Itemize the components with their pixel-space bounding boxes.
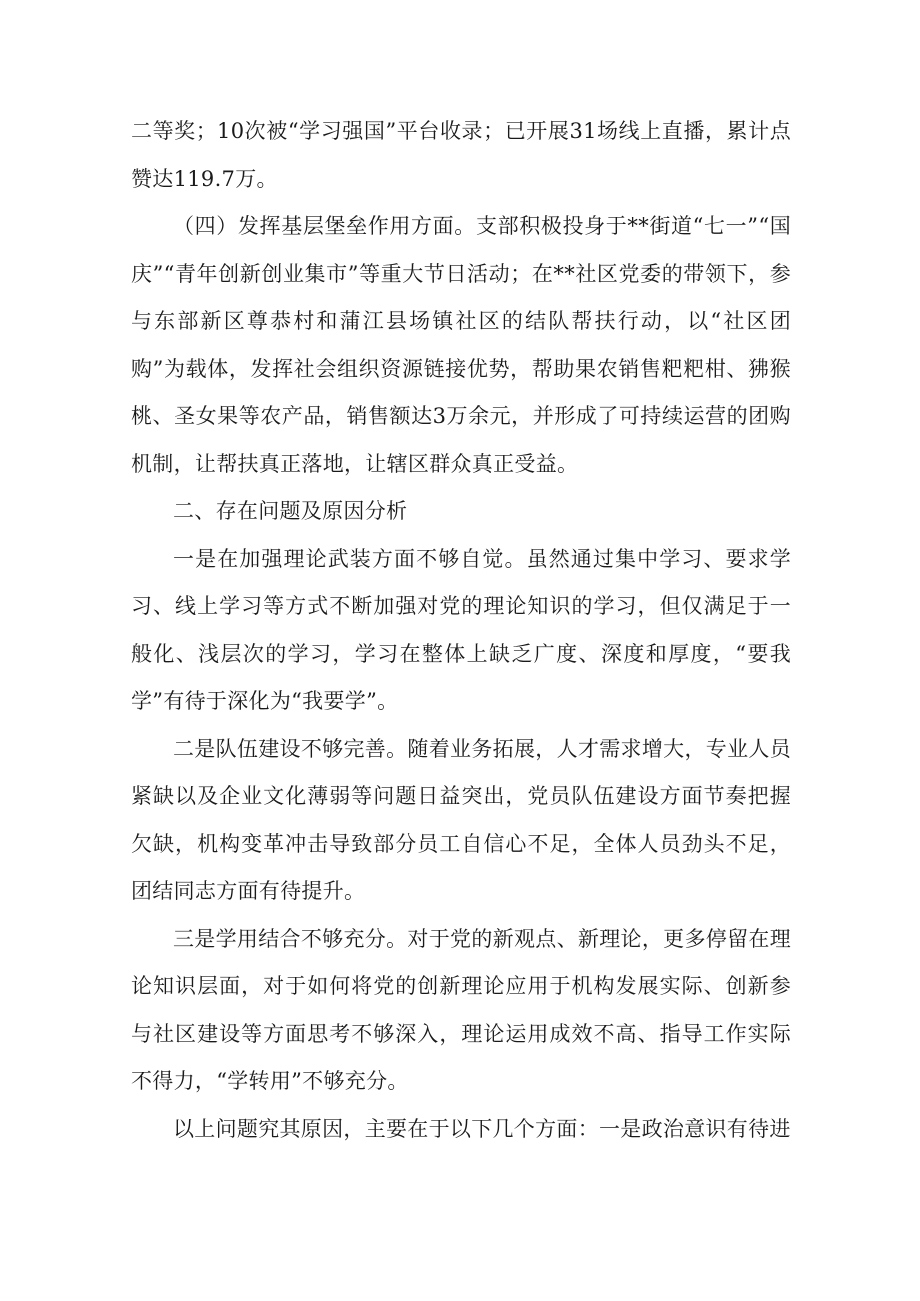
paragraph-problem-application: 三是学用结合不够充分。对于党的新观点、新理论，更多停留在理论知识层面，对于如何将党的创新理论应用于机构发展实际、创新参与社区建设等方面思考不够深入，理论运用成效不高、指导工作实际不得力，“学转用”不够充分。	[131, 926, 791, 1093]
paragraph-continuation: 二等奖；10次被“学习强国”平台收录；已开展31场线上直播，累计点赞达119.7万。	[131, 119, 791, 191]
document-body	[131, 108, 791, 1153]
paragraph-causes: 以上问题究其原因，主要在于以下几个方面：一是政治意识有待进	[173, 1116, 791, 1141]
paragraph-problem-team: 二是队伍建设不够完善。随着业务拓展，人才需求增大，专业人员紧缺以及企业文化薄弱等问题日益突出，党员队伍建设方面节奏把握欠缺，机构变革冲击导致部分员工自信心不足，全体人员劲头不足，团结同志方面有待提升。	[131, 736, 791, 903]
paragraph-grassroots-role: （四）发挥基层堡垒作用方面。支部积极投身于**街道“七一”“国庆”“青年创新创业集市”等重大节日活动；在**社区党委的带领下，参与东部新区尊恭村和蒲江县场镇社区的结队帮扶行动，以“社区团购”为载体，发挥社会组织资源链接优势，帮助果农销售粑粑柑、狒猴桃、圣女果等农产品，销售额达3万余元，并形成了可持续运营的团购机制，让帮扶真正落地，让辖区群众真正受益。	[131, 214, 791, 476]
section-heading-problems: 二、存在问题及原因分析	[173, 499, 408, 523]
paragraph-problem-theory: 一是在加强理论武装方面不够自觉。虽然通过集中学习、要求学习、线上学习等方式不断加强对党的理论知识的学习，但仅满足于一般化、浅层次的学习，学习在整体上缺乏广度、深度和厚度，“要我学”有待于深化为“我要学”。	[131, 546, 791, 713]
